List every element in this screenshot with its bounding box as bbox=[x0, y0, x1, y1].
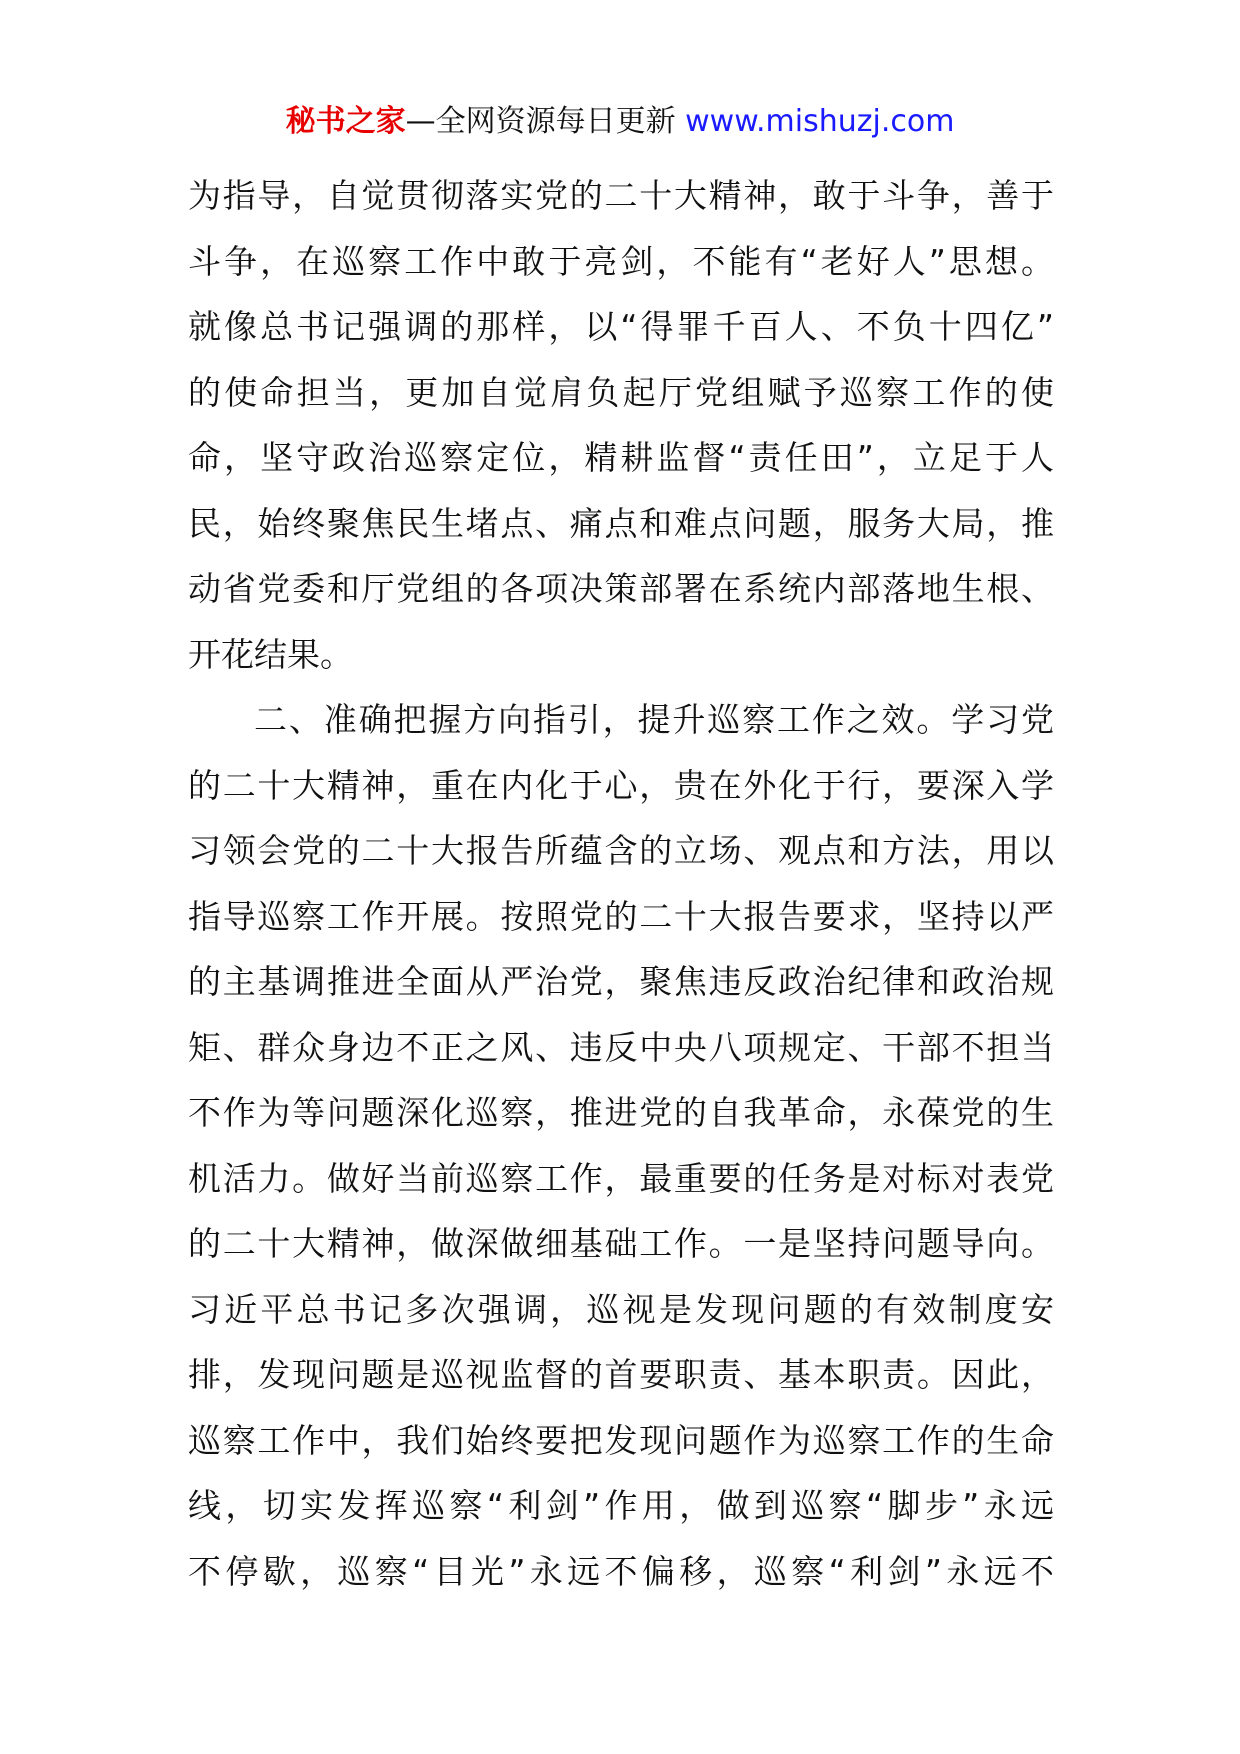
text-line: 排，发现问题是巡视监督的首要职责、基本职责。因此， bbox=[188, 1355, 1054, 1394]
text-line: 的主基调推进全面从严治党，聚焦违反政治纪律和政治规 bbox=[188, 962, 1054, 1001]
text-line: 线，切实发挥巡察“利剑”作用，做到巡察“脚步”永远 bbox=[188, 1486, 1054, 1525]
brand-name: 秘书之家 bbox=[285, 104, 406, 139]
text-line: 指导巡察工作开展。按照党的二十大报告要求，坚持以严 bbox=[188, 896, 1054, 936]
text-line: 矩、群众身边不正之风、违反中央八项规定、干部不担当 bbox=[188, 1027, 1054, 1067]
header-url-link[interactable]: www.mishuzj.com bbox=[685, 104, 955, 139]
text-line: 的使命担当，更加自觉肩负起厅党组赋予巡察工作的使 bbox=[188, 372, 1054, 412]
site-header bbox=[0, 100, 1240, 144]
text-line: 命，坚守政治巡察定位，精耕监督“责任田”，立足于人 bbox=[188, 438, 1054, 477]
text-line: 动省党委和厅党组的各项决策部署在系统内部落地生根、 bbox=[188, 569, 1054, 608]
text-line: 民，始终聚焦民生堵点、痛点和难点问题，服务大局，推 bbox=[188, 503, 1054, 543]
text-line: 的二十大精神，重在内化于心，贵在外化于行，要深入学 bbox=[188, 765, 1054, 805]
text-line: 巡察工作中，我们始终要把发现问题作为巡察工作的生命 bbox=[188, 1420, 1054, 1460]
text-line: 习领会党的二十大报告所蕴含的立场、观点和方法，用以 bbox=[188, 831, 1054, 870]
text-line: 斗争，在巡察工作中敢于亮剑，不能有“老好人”思想。 bbox=[188, 241, 1054, 281]
header-slogan: —全网资源每日更新 bbox=[405, 104, 686, 139]
text-line: 不作为等问题深化巡察，推进党的自我革命，永葆党的生 bbox=[188, 1093, 1054, 1132]
text-line: 机活力。做好当前巡察工作，最重要的任务是对标对表党 bbox=[188, 1158, 1054, 1198]
text-line: 的二十大精神，做深做细基础工作。一是坚持问题导向。 bbox=[188, 1224, 1054, 1263]
text-line: 习近平总书记多次强调，巡视是发现问题的有效制度安 bbox=[188, 1289, 1054, 1329]
text-line: 就像总书记强调的那样，以“得罪千百人、不负十四亿” bbox=[188, 307, 1054, 346]
text-line: 不停歇，巡察“目光”永远不偏移，巡察“利剑”永远不 bbox=[188, 1551, 1054, 1591]
body-text bbox=[188, 163, 1054, 1604]
text-line-paragraph-end: 开花结果。 bbox=[188, 634, 353, 674]
text-line: 为指导，自觉贯彻落实党的二十大精神，敢于斗争，善于 bbox=[188, 176, 1054, 215]
text-line-section-heading: 二、准确把握方向指引，提升巡察工作之效。学习党 bbox=[254, 700, 1054, 739]
